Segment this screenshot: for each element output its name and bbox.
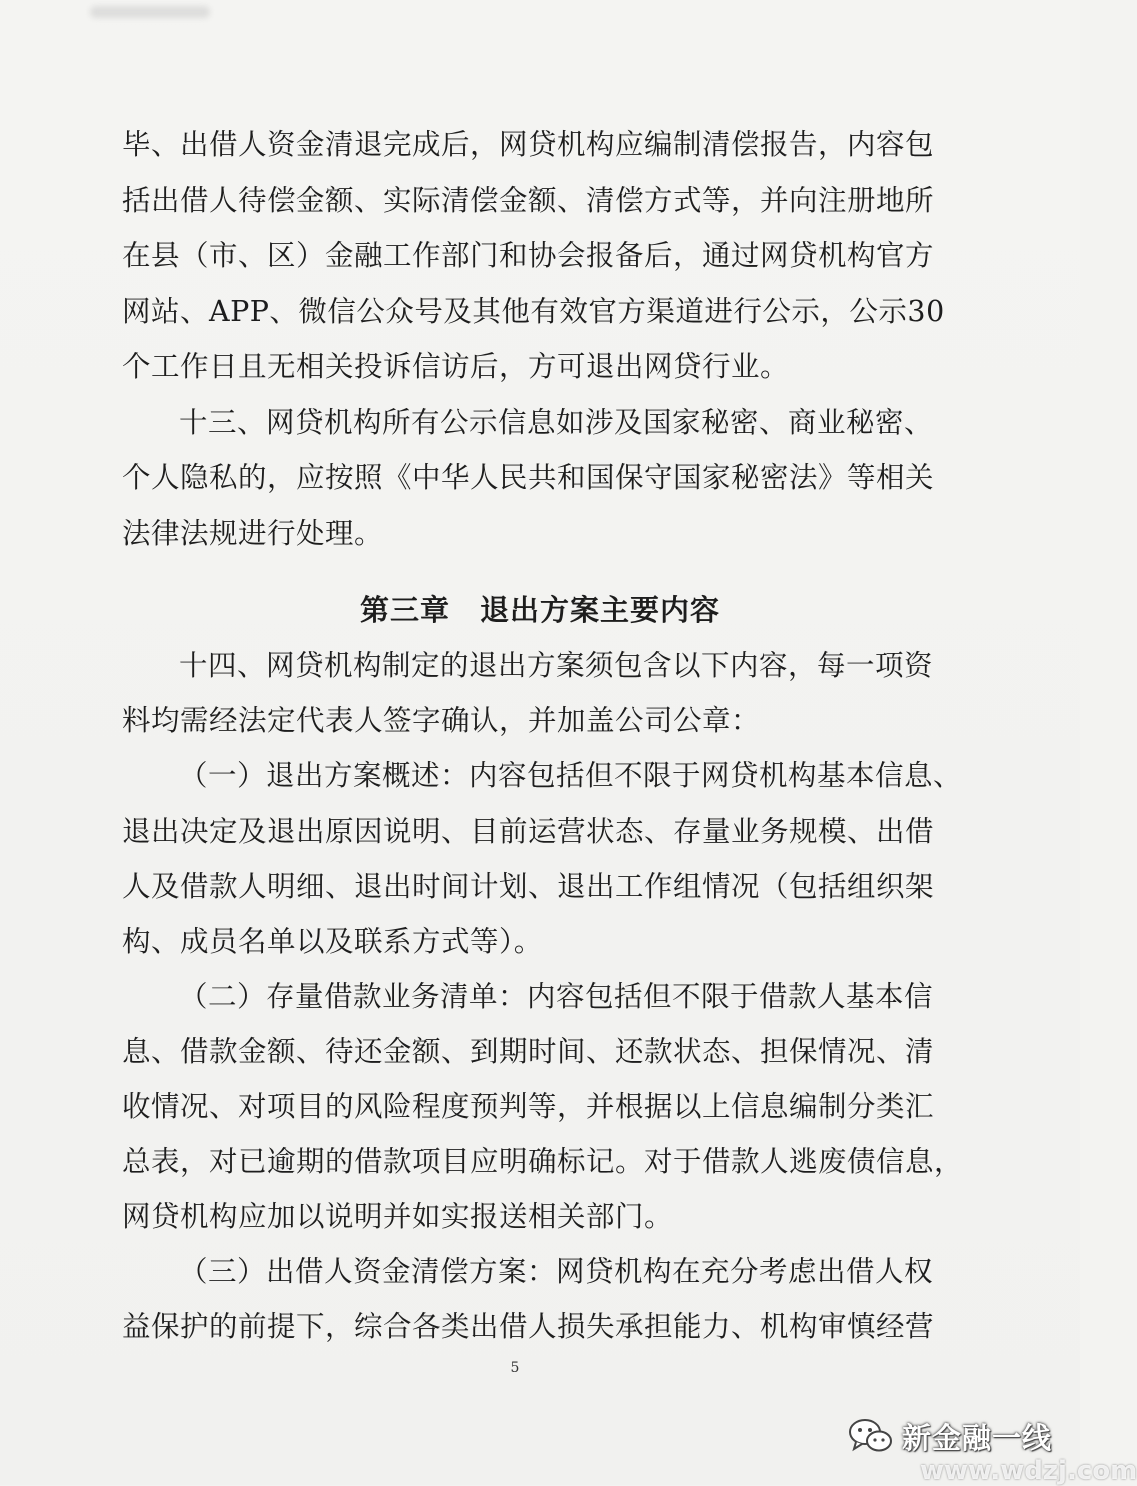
text-line: 息、借款金额、待还金额、到期时间、还款状态、担保情况、清	[122, 1035, 935, 1068]
text-line: 在县（市、区）金融工作部门和协会报备后，通过网贷机构官方	[122, 239, 935, 272]
text-line: 构、成员名单以及联系方式等）。	[122, 925, 543, 958]
text-line: 法律法规进行处理。	[122, 517, 384, 550]
text-line: 个人隐私的，应按照《中华人民共和国保守国家秘密法》等相关	[122, 461, 935, 494]
wechat-icon	[848, 1416, 894, 1456]
text-line: 退出决定及退出原因说明、目前运营状态、存量业务规模、出借	[122, 815, 935, 848]
page-number: 5	[510, 1360, 520, 1376]
watermark-brand: 新金融一线	[902, 1420, 1053, 1455]
text-line: 十四、网贷机构制定的退出方案须包含以下内容，每一项资	[179, 649, 934, 682]
text-line: 收情况、对项目的风险程度预判等，并根据以上信息编制分类汇	[122, 1090, 935, 1123]
text-line: 料均需经法定代表人签字确认，并加盖公司公章：	[122, 704, 761, 737]
text-line: 括出借人待偿金额、实际清偿金额、清偿方式等，并向注册地所	[122, 184, 935, 217]
chapter-heading: 第三章 退出方案主要内容	[359, 593, 720, 627]
text-line: 十三、网贷机构所有公示信息如涉及国家秘密、商业秘密、	[179, 406, 934, 439]
text-line: 个工作日且无相关投诉信访后，方可退出网贷行业。	[122, 350, 790, 383]
text-line: 毕、出借人资金清退完成后，网贷机构应编制清偿报告，内容包	[122, 128, 935, 161]
scan-smudge	[90, 6, 210, 18]
text-line: 益保护的前提下，综合各类出借人损失承担能力、机构审慎经营	[122, 1310, 935, 1343]
watermark	[848, 1412, 1052, 1460]
text-line: （一）退出方案概述：内容包括但不限于网贷机构基本信息、	[179, 759, 963, 792]
text-line: （三）出借人资金清偿方案：网贷机构在充分考虑出借人权	[179, 1255, 934, 1288]
text-line: 网贷机构应加以说明并如实报送相关部门。	[122, 1200, 674, 1233]
text-line: （二）存量借款业务清单：内容包括但不限于借款人基本信	[179, 980, 934, 1013]
text-line: 网站、APP、微信公众号及其他有效官方渠道进行公示，公示30	[122, 295, 945, 328]
text-line: 总表，对已逾期的借款项目应明确标记。对于借款人逃废债信息，	[122, 1145, 964, 1178]
text-line: 人及借款人明细、退出时间计划、退出工作组情况（包括组织架	[122, 870, 935, 903]
watermark-sub: www.wdzj.com	[920, 1456, 1137, 1486]
